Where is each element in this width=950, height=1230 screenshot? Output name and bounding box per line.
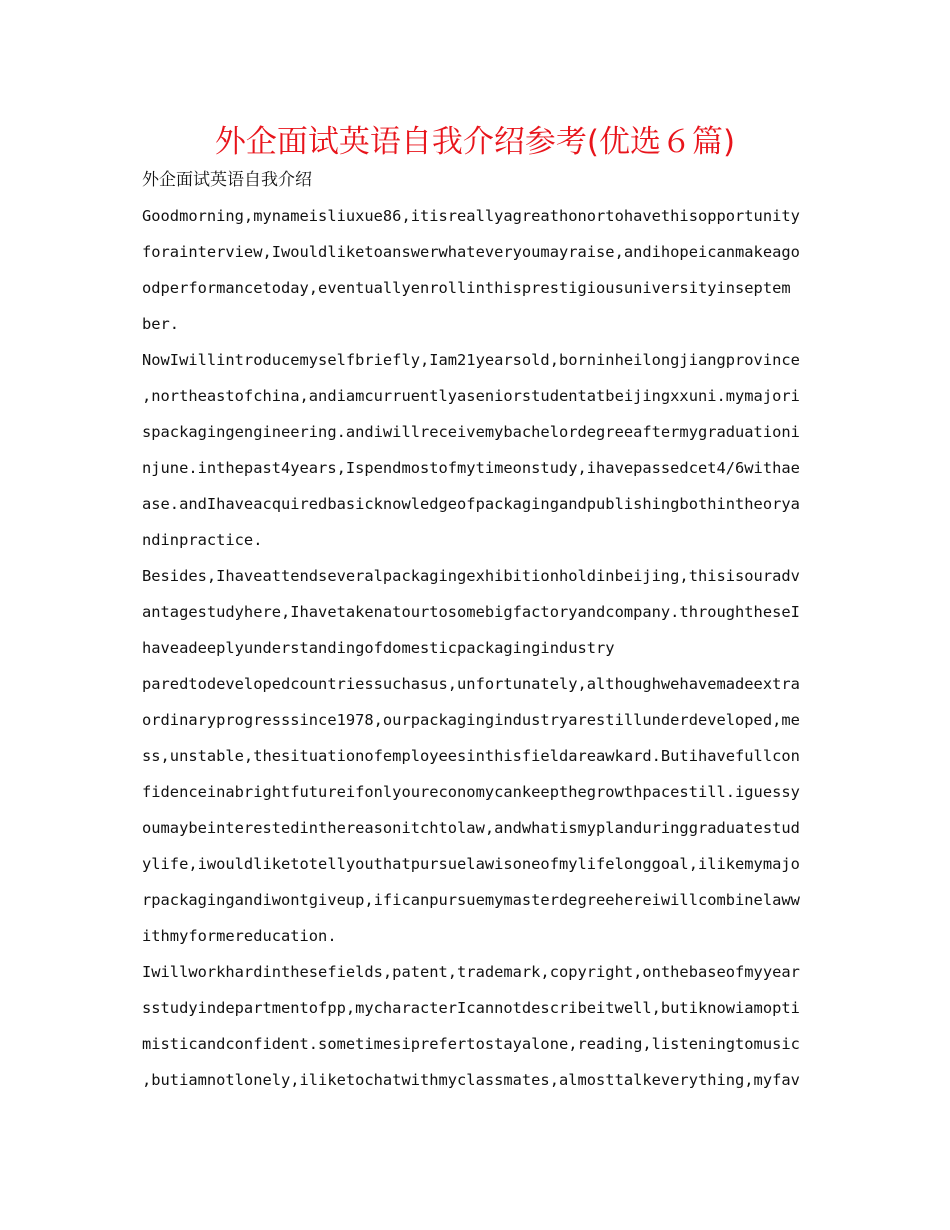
body-line: Goodmorning,mynameisliuxue86,itisreallyagreathonortohavethisopportunity bbox=[142, 207, 800, 225]
body-line: antagestudyhere,Ihavetakenatourtosomebigfactoryandcompany.throughtheseI bbox=[142, 603, 800, 621]
body-line: sstudyindepartmentofpp,mycharacterIcannotdescribeitwell,butiknowiamopti bbox=[142, 999, 800, 1017]
body-line: ndinpractice. bbox=[142, 531, 263, 549]
body-line: Iwillworkhardinthesefields,patent,trademark,copyright,onthebaseofmyyear bbox=[142, 963, 800, 981]
document-subtitle: 外企面试英语自我介绍 bbox=[142, 170, 312, 190]
body-line: misticandconfident.sometimesiprefertostayalone,reading,listeningtomusic bbox=[142, 1035, 800, 1053]
body-line: forainterview,Iwouldliketoanswerwhateveryoumayraise,andihopeicanmakeago bbox=[142, 243, 800, 261]
body-line: oumaybeinterestedinthereasonitchtolaw,andwhatismyplanduringgraduatestud bbox=[142, 819, 800, 837]
body-line: ase.andIhaveacquiredbasicknowledgeofpackagingandpublishingbothintheorya bbox=[142, 495, 800, 513]
body-line: ordinaryprogresssince1978,ourpackagingindustryarestillunderdeveloped,me bbox=[142, 711, 800, 729]
body-line: ,northeastofchina,andiamcurruentlyaseniorstudentatbeijingxxuni.mymajori bbox=[142, 387, 800, 405]
document-title: 外企面试英语自我介绍参考(优选６篇) bbox=[214, 124, 736, 160]
body-line: ylife,iwouldliketotellyouthatpursuelawisoneofmylifelonggoal,ilikemymajo bbox=[142, 855, 800, 873]
body-line: fidenceinabrightfutureifonlyoureconomycankeepthegrowthpacestill.iguessy bbox=[142, 783, 800, 801]
body-line: spackagingengineering.andiwillreceivemybachelordegreeaftermygraduationi bbox=[142, 423, 800, 441]
body-line: haveadeeplyunderstandingofdomesticpackagingindustry bbox=[142, 639, 615, 657]
body-line: ber. bbox=[142, 315, 180, 333]
body-line: njune.inthepast4years,Ispendmostofmytimeonstudy,ihavepassedcet4/6withae bbox=[142, 459, 800, 477]
body-line: odperformancetoday,eventuallyenrollinthisprestigiousuniversityinseptem bbox=[142, 279, 791, 297]
body-line: paredtodevelopedcountriessuchasus,unfortunately,althoughwehavemadeextra bbox=[142, 675, 800, 693]
body-line: rpackagingandiwontgiveup,ificanpursuemymasterdegreehereiwillcombinelaww bbox=[142, 891, 800, 909]
body-line: NowIwillintroducemyselfbriefly,Iam21yearsold,borninheilongjiangprovince bbox=[142, 351, 800, 369]
body-line: ithmyformereducation. bbox=[142, 927, 337, 945]
document-body bbox=[142, 198, 806, 1098]
body-line: ,butiamnotlonely,iliketochatwithmyclassmates,almosttalkeverything,myfav bbox=[142, 1071, 800, 1089]
body-line: Besides,Ihaveattendseveralpackagingexhibitionholdinbeijing,thisisouradv bbox=[142, 567, 800, 585]
body-line: ss,unstable,thesituationofemployeesinthisfieldareawkard.Butihavefullcon bbox=[142, 747, 800, 765]
